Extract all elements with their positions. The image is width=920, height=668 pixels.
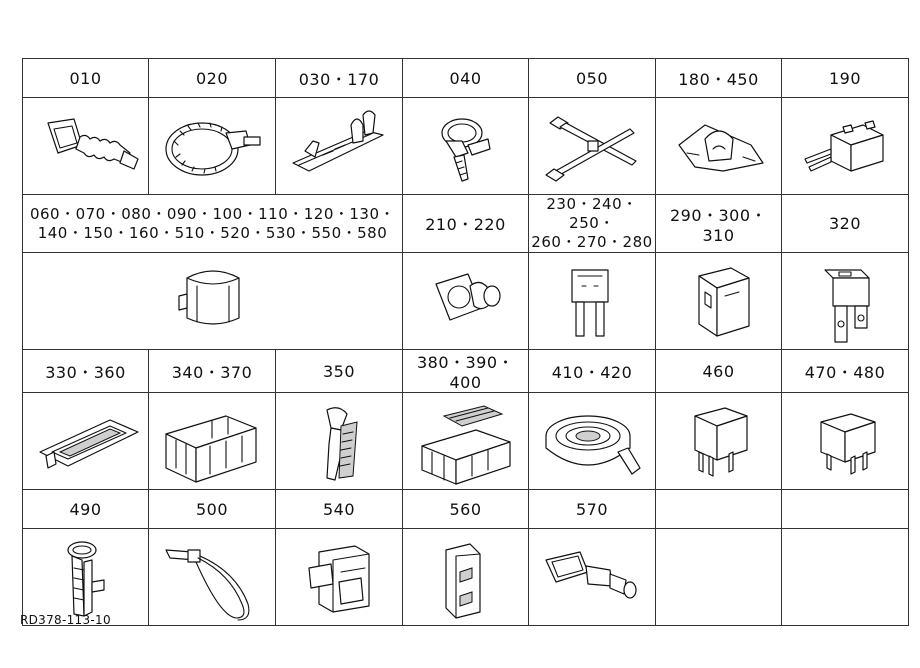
label-230-280-line2: 260・270・280 (531, 233, 653, 251)
label-410-420: 410・420 (529, 350, 656, 393)
label-570: 570 (529, 490, 656, 529)
label-380-400: 380・390・400 (403, 350, 529, 393)
label-320: 320 (782, 195, 909, 253)
empty-label-cell-2 (782, 490, 909, 529)
label-230-280 (529, 195, 656, 253)
fusible-link-icon (656, 253, 782, 350)
empty-label-cell-1 (656, 490, 782, 529)
label-010: 010 (23, 59, 149, 98)
parts-table (22, 58, 909, 626)
cover-plate-icon (23, 393, 149, 490)
label-210-220: 210・220 (403, 195, 529, 253)
band-clamp-icon (23, 529, 149, 626)
relay-mini-icon (782, 393, 909, 490)
connector-cover-2-icon (529, 529, 656, 626)
empty-picture-cell-1 (656, 529, 782, 626)
hose-clamp-icon (403, 98, 529, 195)
connector-bracket-icon (149, 393, 276, 490)
fuse-holder-icon (782, 253, 909, 350)
wire-holder-icon (23, 253, 403, 350)
label-020: 020 (149, 59, 276, 98)
label-340-370: 340・370 (149, 350, 276, 393)
fuse-box-icon (403, 393, 529, 490)
label-060-580-line2: 140・150・160・510・520・530・550・580 (37, 223, 388, 242)
label-190: 190 (782, 59, 909, 98)
blade-fuse-icon (529, 253, 656, 350)
empty-picture-cell-2 (782, 529, 909, 626)
figure-reference: RD378-113-10 (20, 613, 111, 627)
label-560: 560 (403, 490, 529, 529)
label-030-170: 030・170 (276, 59, 403, 98)
grommet-clip-icon (656, 98, 782, 195)
label-290-310: 290・300・310 (656, 195, 782, 253)
connector-cover-icon (23, 98, 149, 195)
label-040: 040 (403, 59, 529, 98)
label-350: 350 (276, 350, 403, 393)
cable-tie-loop-icon (149, 529, 276, 626)
label-330-360: 330・360 (23, 350, 149, 393)
square-grommet-icon (403, 253, 529, 350)
harness-clip-icon (276, 98, 403, 195)
adhesive-pad-icon (403, 529, 529, 626)
label-470-480: 470・480 (782, 350, 909, 393)
label-460: 460 (656, 350, 782, 393)
bracket-clip-icon (276, 529, 403, 626)
label-500: 500 (149, 490, 276, 529)
hose-band-clamp-icon (149, 98, 276, 195)
label-050: 050 (529, 59, 656, 98)
cable-tie-icon (529, 98, 656, 195)
diode-connector-icon (782, 98, 909, 195)
label-060-580 (23, 195, 403, 253)
label-540: 540 (276, 490, 403, 529)
label-230-280-line1: 230・240・250・ (546, 195, 638, 232)
tape-roll-icon (529, 393, 656, 490)
label-490: 490 (23, 490, 149, 529)
clip-band-icon (276, 393, 403, 490)
label-180-450: 180・450 (656, 59, 782, 98)
label-060-580-line1: 060・070・080・090・100・110・120・130・ (29, 204, 396, 223)
relay-icon (656, 393, 782, 490)
